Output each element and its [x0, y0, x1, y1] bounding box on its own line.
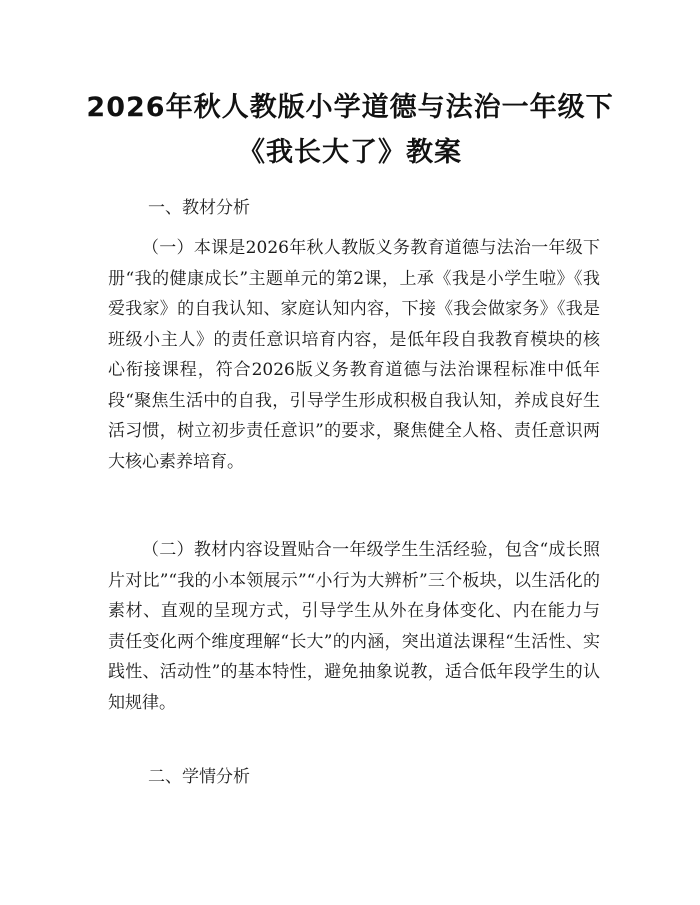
section-heading-student-analysis: 二、学情分析	[148, 767, 250, 787]
section-heading-textbook-analysis: 一、教材分析	[148, 198, 250, 218]
paragraph-textbook-analysis-1: （一）本课是2026年秋人教版义务教育道德与法治一年级下册“我的健康成长”主题单元的第2课，上承《我是小学生啦》《我爱我家》的自我认知、家庭认知内容，下接《我会做家务》《我是班级小主人》的责任意识培育内容，是低年段自我教育模块的核心衔接课程，符合2026版义务教育道德与法治课程标准中低年段“聚焦生活中的自我，引导学生形成积极自我认知，养成良好生活习惯，树立初步责任意识”的要求，聚焦健全人格、责任意识两大核心素养培育。	[108, 238, 600, 472]
document-title-line2: 《我长大了》教案	[238, 137, 462, 168]
document-title-line1: 2026年秋人教版小学道德与法治一年级下	[86, 92, 614, 123]
paragraph-textbook-analysis-2: （二）教材内容设置贴合一年级学生生活经验，包含“成长照片对比”“我的小本领展示”“小行为大辨析”三个板块，以生活化的素材、直观的呈现方式，引导学生从外在身体变化、内在能力与责任变化两个维度理解“长大”的内涵，突出道法课程“生活性、实践性、活动性”的基本特性，避免抽象说教，适合低年段学生的认知规律。	[108, 540, 600, 713]
